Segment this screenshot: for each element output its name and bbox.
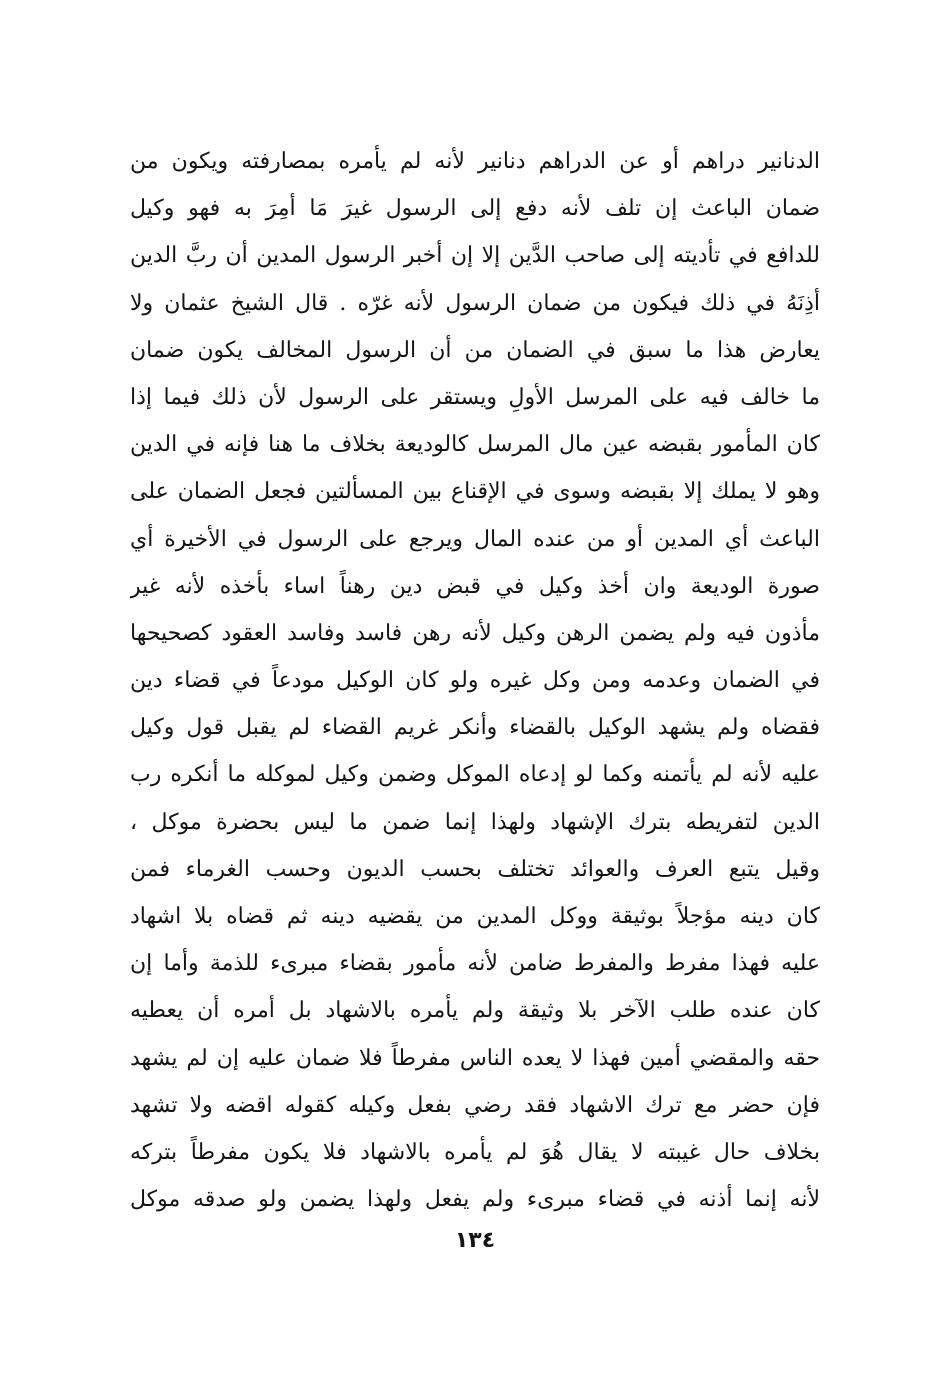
text-line: أذِنَهُ في ذلك فيكون من ضمان الرسول لأنه غرّه . قال الشيخ عثمان ولا [130, 290, 820, 316]
text-line: للدافع في تأديته إلى صاحب الدَّين إلا إن أخبر الرسول المدين أن ربَّ الدين [130, 243, 820, 269]
text-line: ما خالف فيه على المرسل الأولِ ويستقر على الرسول لأن ذلك فيما إذا [130, 384, 820, 410]
text-line: حقه والمقضي أمين فهذا لا يعده الناس مفرطاً فلا ضمان عليه إن لم يشهد [130, 1045, 820, 1071]
text-line: مأذون فيه ولم يضمن الرهن وكيل لأنه رهن فاسد وفاسد العقود كصحيحها [130, 620, 820, 646]
text-line: الدين لتفريطه بترك الإشهاد ولهذا إنما ضمن ما ليس بحضرة موكل ، [130, 809, 820, 835]
text-line: الدنانير دراهم أو عن الدراهم دنانير لأنه لم يأمره بمصارفته ويكون من [130, 149, 820, 174]
page-number: ١٣٤ [454, 1228, 496, 1253]
text-line: فإن حضر مع ترك الاشهاد فقد رضي بفعل وكيله كقوله اقضه ولا تشهد [130, 1092, 820, 1118]
text-line: الباعث أي المدين أو من عنده المال ويرجع على الرسول في الأخيرة أي [130, 526, 820, 552]
text-line: كان المأمور بقبضه عين مال المرسل كالوديعة بخلاف ما هنا فإنه في الدين [130, 432, 820, 458]
text-line: فقضاه ولم يشهد الوكيل بالقضاء وأنكر غريم القضاء لم يقبل قول وكيل [130, 715, 820, 741]
text-line: وهو لا يملك إلا بقبضه وسوى في الإقناع بين المسألتين فجعل الضمان على [130, 479, 820, 505]
text-line: وقيل يتبع العرف والعوائد تختلف بحسب الديون وحسب الغرماء فمن [130, 856, 820, 882]
text-line: ضمان الباعث إن تلف لأنه دفع إلى الرسول غيرَ مَا أمِرَ به فهو وكيل [130, 196, 820, 222]
text-line: كان عنده طلب الآخر بلا وثيقة ولم يأمره بالاشهاد بل أمره أن يعطيه [130, 998, 820, 1024]
text-line: لأنه إنما أذنه في قضاء مبرىء ولم يفعل ولهذا يضمن ولو صدقه موكل [130, 1187, 820, 1213]
text-line: في الضمان وعدمه ومن وكل غيره ولو كان الوكيل مودعاً في قضاء دين [130, 668, 820, 694]
text-line: عليه فهذا مفرط والمفرط ضامن لأنه مأمور بقضاء مبرىء للذمة وأما إن [130, 951, 820, 977]
text-line: يعارض هذا ما سبق في الضمان من أن الرسول المخالف يكون ضمان [130, 337, 820, 363]
text-line: صورة الوديعة وان أخذ وكيل في قبض دين رهناً اساء بأخذه لأنه غير [130, 573, 820, 599]
text-line: عليه لأنه لم يأتمنه وكما لو إدعاه الموكل وضمن وكيل لموكله ما أنكره رب [130, 762, 820, 788]
body-text [130, 138, 820, 1223]
text-line: بخلاف حال غيبته لا يقال هُوَ لم يأمره بالاشهاد فلا يكون مفرطاً بتركه [130, 1139, 820, 1165]
text-line: كان دينه مؤجلاً بوثيقة ووكل المدين من يقضيه دينه ثم قضاه بلا اشهاد [130, 904, 820, 929]
